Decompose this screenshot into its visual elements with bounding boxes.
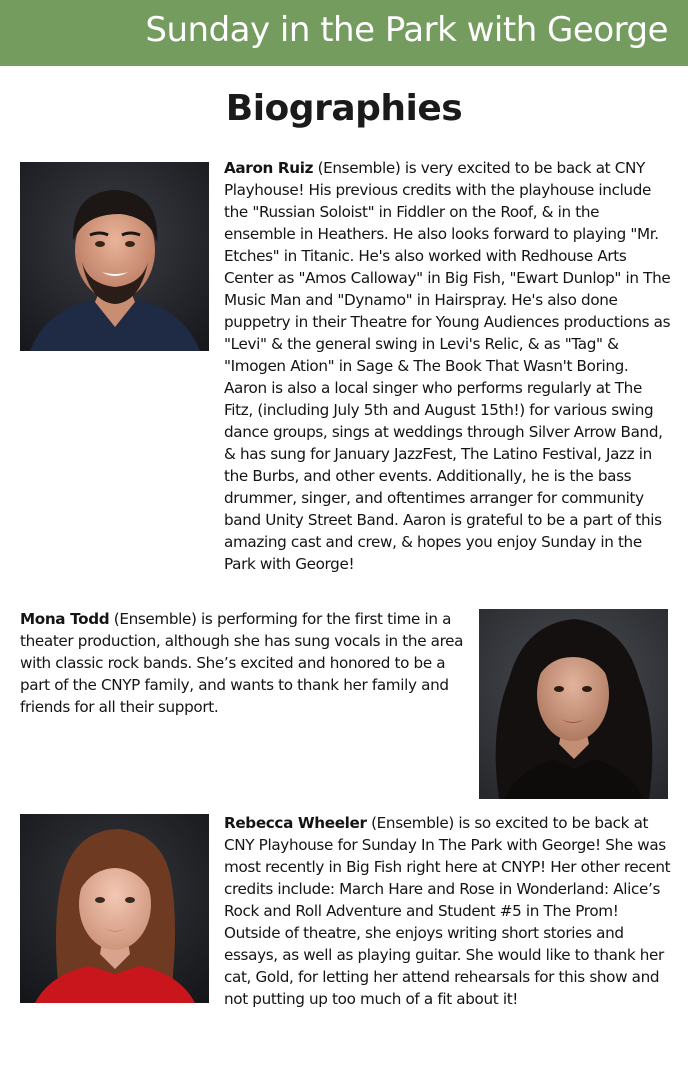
- bio-name: Rebecca Wheeler: [224, 814, 367, 832]
- bio-body: (Ensemble) is performing for the first time in a theater production, although she has sung vocals in the area with classic rock bands. She’s excited and honored to be a part of the CNYP family, and wants to thank her family and friends for all their support.: [20, 610, 464, 716]
- page-heading: Biographies: [225, 88, 463, 129]
- headshot-mona-todd: [479, 609, 668, 799]
- show-title: Sunday in the Park with George: [145, 10, 668, 50]
- bio-body: (Ensemble) is so excited to be back at CNY Playhouse for Sunday In The Park with George! She was most recently in Big Fish right here at CNYP! Her other recent credits include: March Hare and Rose in Wonderland: Alice’s Rock and Roll Adventure and Student #5 in The Prom! Outside of theatre, she enjoys writing short stories and essays, as well as playing guitar. She would like to thank her cat, Gold, for letting her attend rehearsals for this show and not putting up too much of a fit about it!: [224, 814, 671, 1008]
- bio-body: (Ensemble) is very excited to be back at CNY Playhouse! His previous credits with the playhouse include the "Russian Soloist" in Fiddler on the Roof, & in the ensemble in Heathers. He also looks forward to playing "Mr. Etches" in Titanic. He's also worked with Redhouse Arts Center as "Amos Calloway" in Big Fish, "Ewart Dunlop" in The Music Man and "Dynamo" in Hairspray. He's also done puppetry in their Theatre for Young Audiences productions as "Levi" & the general swing in Levi's Relic, & as "Tag" & "Imogen Ation" in Sage & The Book That Wasn't Boring. Aaron is also a local singer who performs regularly at The Fitz, (including July 5th and August 15th!) for various swing dance groups, sings at weddings through Silver Arrow Band, & has sung for January JazzFest, The Latino Festival, Jazz in the Burbs, and other events. Additionally, he is the bass drummer, singer, and oftentimes arranger for community band Unity Street Band. Aaron is grateful to be a part of this amazing cast and crew, & hopes you enjoy Sunday in the Park with George!: [224, 159, 671, 573]
- headshot-rebecca-wheeler: [20, 814, 209, 1003]
- bio-rebecca-wheeler: [224, 812, 672, 1010]
- bio-aaron-ruiz: [224, 157, 672, 575]
- bio-name: Mona Todd: [20, 610, 110, 628]
- headshot-aaron-ruiz: [20, 162, 209, 351]
- title-banner: [0, 0, 688, 66]
- bio-name: Aaron Ruiz: [224, 159, 314, 177]
- bio-mona-todd: [20, 608, 466, 718]
